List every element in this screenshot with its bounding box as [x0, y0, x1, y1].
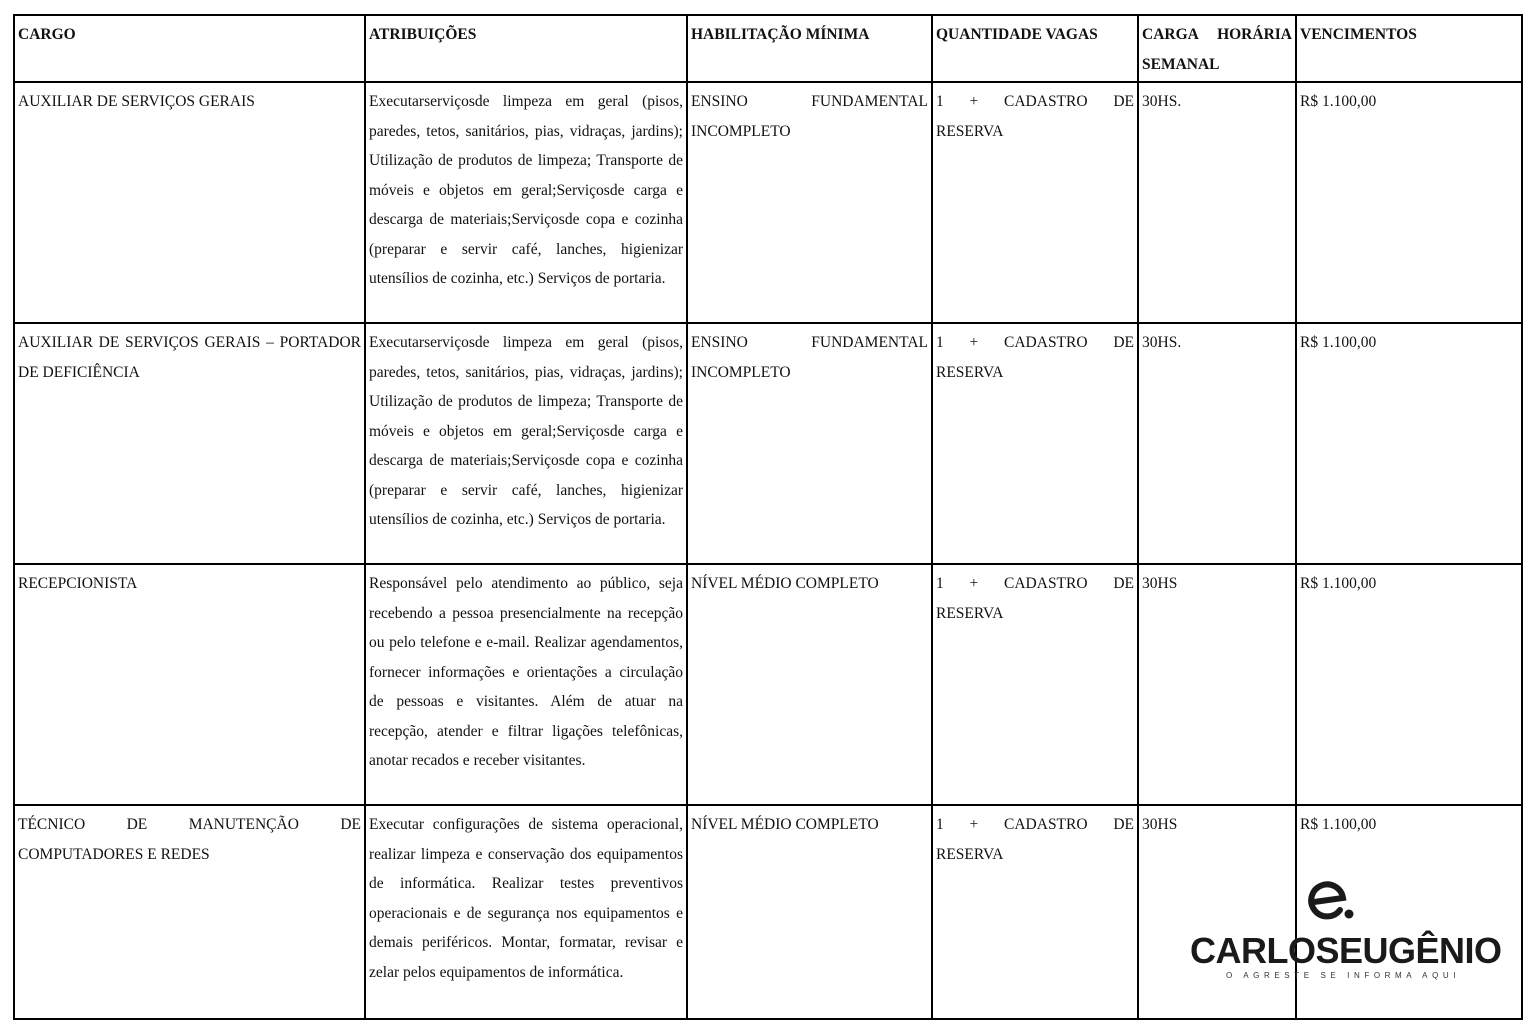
cell-quantidade: 1 + CADASTRO DE RESERVA	[932, 805, 1138, 1019]
cell-vencimentos: R$ 1.100,00	[1296, 82, 1522, 323]
table-row	[14, 323, 1522, 564]
table-row	[14, 82, 1522, 323]
watermark-tagline: O AGRESTE SE INFORMA AQUI	[1226, 971, 1461, 980]
header-quantidade: QUANTIDADE VAGAS	[932, 15, 1138, 82]
cell-habilitacao: ENSINO FUNDAMENTAL INCOMPLETO	[687, 82, 932, 323]
cell-atribuicoes: Executarserviçosde limpeza em geral (pisos, paredes, tetos, sanitários, pias, vidraças, jardins); Utilização de produtos de limpeza; Transporte de móveis e objetos em geral;Serviçosde carga e descarga de materiais;Serviçosde copa e cozinha (preparar e servir café, lanches, higienizar utensílios de cozinha, etc.) Serviços de portaria.	[365, 82, 687, 323]
cell-carga: 30HS	[1138, 805, 1296, 1019]
cell-cargo: AUXILIAR DE SERVIÇOS GERAIS	[14, 82, 365, 323]
watermark-name: CARLOSEUGÊNIO	[1190, 930, 1502, 971]
cell-atribuicoes: Executar configurações de sistema operacional, realizar limpeza e conservação dos equipamentos de informática. Realizar testes preventivos operacionais e de segurança nos equipamentos e demais periféricos. Montar, formatar, revisar e zelar pelos equipamentos de informática.	[365, 805, 687, 1019]
cell-habilitacao: ENSINO FUNDAMENTAL INCOMPLETO	[687, 323, 932, 564]
cell-vencimentos: R$ 1.100,00	[1296, 805, 1522, 1019]
header-habilitacao: HABILITAÇÃO MÍNIMA	[687, 15, 932, 82]
cell-cargo: TÉCNICO DE MANUTENÇÃO DE COMPUTADORES E REDES	[14, 805, 365, 1019]
cell-quantidade: 1 + CADASTRO DE RESERVA	[932, 82, 1138, 323]
cell-cargo: RECEPCIONISTA	[14, 564, 365, 805]
header-carga: CARGA HORÁRIA SEMANAL	[1138, 15, 1296, 82]
e-letter-logo-icon	[1300, 880, 1356, 930]
cell-atribuicoes: Responsável pelo atendimento ao público, seja recebendo a pessoa presencialmente na recepção ou pelo telefone e e-mail. Realizar agendamentos, fornecer informações e orientações a circulação de pessoas e visitantes. Além de atuar na recepção, atender e filtrar ligações telefônicas, anotar recados e receber visitantes.	[365, 564, 687, 805]
cell-habilitacao: NÍVEL MÉDIO COMPLETO	[687, 564, 932, 805]
table-header-row	[14, 15, 1522, 82]
cell-vencimentos: R$ 1.100,00	[1296, 564, 1522, 805]
table-row	[14, 564, 1522, 805]
cell-carga: 30HS	[1138, 564, 1296, 805]
cell-quantidade: 1 + CADASTRO DE RESERVA	[932, 323, 1138, 564]
cell-cargo: AUXILIAR DE SERVIÇOS GERAIS – PORTADOR DE DEFICIÊNCIA	[14, 323, 365, 564]
cell-carga: 30HS.	[1138, 82, 1296, 323]
cell-atribuicoes: Executarserviçosde limpeza em geral (pisos, paredes, tetos, sanitários, pias, vidraças, jardins); Utilização de produtos de limpeza; Transporte de móveis e objetos em geral;Serviçosde carga e descarga de materiais;Serviçosde copa e cozinha (preparar e servir café, lanches, higienizar utensílios de cozinha, etc.) Serviços de portaria.	[365, 323, 687, 564]
header-cargo: CARGO	[14, 15, 365, 82]
vacancies-table	[13, 14, 1523, 1020]
cell-habilitacao: NÍVEL MÉDIO COMPLETO	[687, 805, 932, 1019]
cell-vencimentos: R$ 1.100,00	[1296, 323, 1522, 564]
cell-quantidade: 1 + CADASTRO DE RESERVA	[932, 564, 1138, 805]
header-atribuicoes: ATRIBUIÇÕES	[365, 15, 687, 82]
header-vencimentos: VENCIMENTOS	[1296, 15, 1522, 82]
cell-carga: 30HS.	[1138, 323, 1296, 564]
